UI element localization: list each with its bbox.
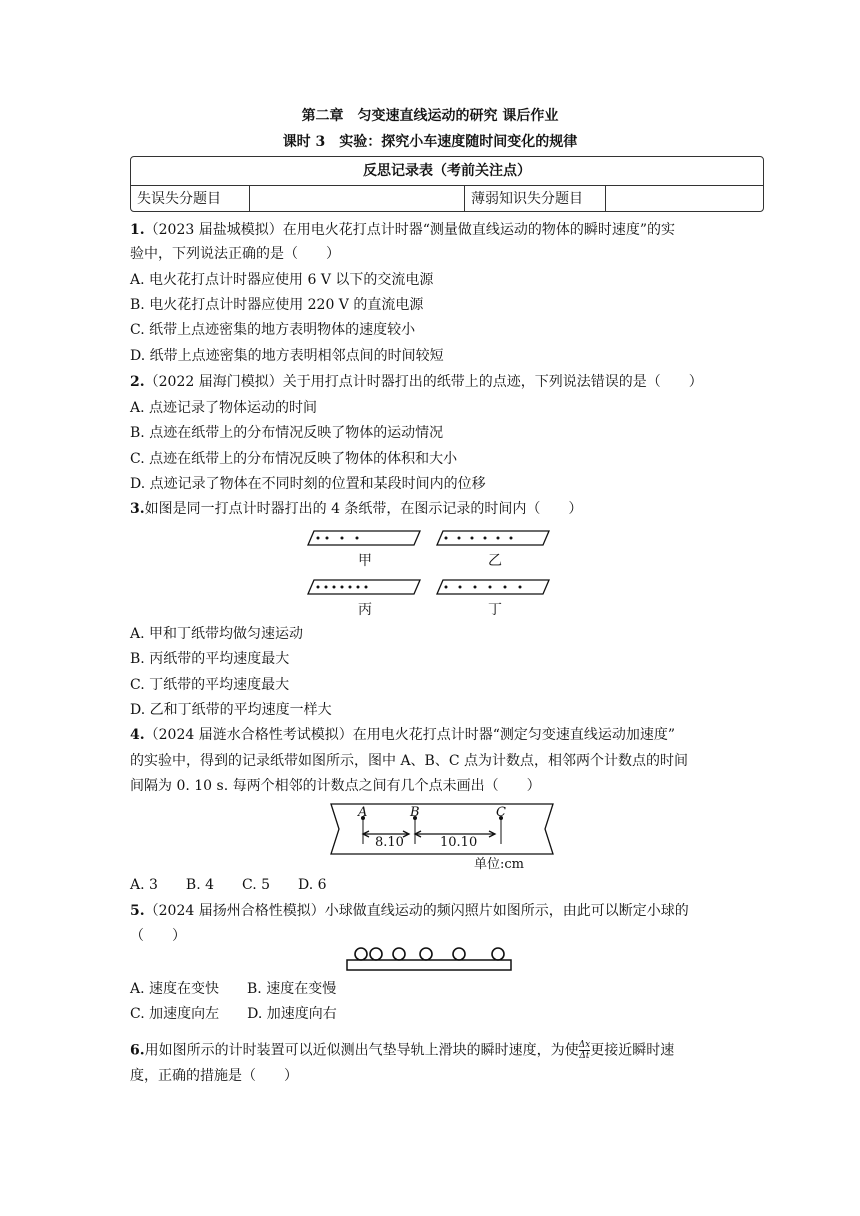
q2-stem [130, 372, 703, 392]
q1-option-b: B. 电火花打点计时器应使用 220 V 的直流电源 [130, 297, 424, 313]
tape-dot [497, 537, 500, 540]
tape-dot [510, 537, 513, 540]
q1-option-d: D. 纸带上点迹密集的地方表明相邻点间的时间较短 [130, 348, 444, 364]
q4-stem-line3: 间隔为 0. 10 s. 每两个相邻的计数点之间有几个点未画出（ ） [130, 778, 541, 794]
tape-dot [349, 586, 352, 589]
weak-knowledge-label: 薄弱知识失分题目 [465, 186, 606, 212]
tape-dot [333, 586, 336, 589]
unit-label: 单位:cm [474, 857, 524, 872]
q6-stem-line2: 度，正确的措施是（ ） [130, 1068, 298, 1084]
tape-dot [341, 586, 344, 589]
q5-stem-text: （2024 届扬州合格性模拟）小球做直线运动的频闪照片如图所示，由此可以断定小球的 [144, 903, 689, 919]
q2-number: 2. [130, 374, 145, 390]
q5-options-cd: C. 加速度向左 D. 加速度向右 [130, 1006, 337, 1022]
point-c-label: C [496, 805, 506, 820]
fraction-numerator: Δx [578, 1040, 591, 1050]
q1-stem-line2: 验中，下列说法正确的是（ ） [130, 246, 340, 262]
tape-dot [365, 586, 368, 589]
q1-number: 1. [130, 222, 145, 238]
ball-image [492, 948, 504, 960]
reflection-table [130, 156, 764, 212]
point-b-label: B [410, 805, 420, 820]
delta-x-over-delta-t [579, 1040, 591, 1061]
tape-dot [484, 537, 487, 540]
q4-stem-line1 [130, 725, 675, 745]
tape-dot [356, 537, 359, 540]
tape-dot [504, 586, 507, 589]
tape-dot [325, 586, 328, 589]
ball-image [393, 948, 405, 960]
tape-dot [458, 537, 461, 540]
tape-dot [317, 586, 320, 589]
q2-option-d: D. 点迹记录了物体在不同时刻的位置和某段时间内的位移 [130, 476, 486, 492]
q3-stem-text: 如图是同一打点计时器打出的 4 条纸带，在图示记录的时间内（ ） [144, 501, 583, 517]
q5-stem-line1 [130, 901, 689, 921]
ball-image [355, 948, 367, 960]
tape-dot [519, 586, 522, 589]
q6-number: 6. [130, 1042, 145, 1059]
paper-tapes-figure [300, 526, 560, 622]
point-a-label: A [358, 805, 368, 820]
tape-yi [437, 531, 549, 545]
tape-dot [445, 537, 448, 540]
q6-stem-text-b: 更接近瞬时速 [590, 1042, 675, 1059]
q1-option-c: C. 纸带上点迹密集的地方表明物体的速度较小 [130, 322, 416, 338]
q3-number: 3. [130, 501, 145, 517]
tape-label-bing: 丙 [358, 602, 372, 618]
q4-number: 4. [130, 727, 145, 743]
track [347, 960, 511, 970]
q4-options: A. 3 B. 4 C. 5 D. 6 [130, 877, 327, 893]
lesson-subtitle: 课时 3 实验：探究小车速度随时间变化的规律 [282, 134, 578, 150]
q6-stem-line1 [130, 1040, 674, 1061]
q4-stem-text: （2024 届涟水合格性考试模拟）在用电火花打点计时器“测定匀变速直线运动加速度” [144, 727, 676, 743]
q5-options-ab: A. 速度在变快 B. 速度在变慢 [130, 981, 337, 997]
tape-dot [341, 537, 344, 540]
tape-dot [445, 586, 448, 589]
mistake-label: 失误失分题目 [131, 186, 250, 212]
tape-dot [317, 537, 320, 540]
tape-dot [489, 586, 492, 589]
distance-bc-label: 10.10 [440, 835, 478, 850]
q3-option-c: C. 丁纸带的平均速度最大 [130, 677, 290, 693]
q2-option-a: A. 点迹记录了物体运动的时间 [130, 400, 318, 416]
q1-stem-line1 [130, 220, 675, 240]
ball-image [420, 948, 432, 960]
reflection-table-row [131, 186, 763, 212]
ball-image [453, 948, 465, 960]
tape-label-ding: 丁 [488, 602, 502, 618]
reflection-table-heading: 反思记录表（考前关注点） [131, 157, 763, 186]
q6-stem-text-a: 用如图所示的计时装置可以近似测出气垫导轨上滑块的瞬时速度，为使 [144, 1042, 579, 1059]
q2-option-c: C. 点迹在纸带上的分布情况反映了物体的体积和大小 [130, 451, 458, 467]
tape-dot [471, 537, 474, 540]
ball-image [370, 948, 382, 960]
tape-ding [437, 580, 549, 594]
strobe-photo-figure [345, 945, 515, 973]
tape-dot [474, 586, 477, 589]
tape-dot [326, 537, 329, 540]
fraction-denominator: Δt [579, 1051, 590, 1061]
q3-option-d: D. 乙和丁纸带的平均速度一样大 [130, 702, 332, 718]
q5-number: 5. [130, 903, 145, 919]
q3-option-b: B. 丙纸带的平均速度最大 [130, 651, 290, 667]
q2-option-b: B. 点迹在纸带上的分布情况反映了物体的运动情况 [130, 425, 444, 441]
q3-option-a: A. 甲和丁纸带均做匀速运动 [130, 626, 304, 642]
tape-label-yi: 乙 [488, 553, 502, 569]
mistake-input-cell[interactable] [250, 186, 465, 212]
q1-option-a: A. 电火花打点计时器应使用 6 V 以下的交流电源 [130, 272, 434, 288]
q4-stem-line2: 的实验中，得到的记录纸带如图所示，图中 A、B、C 点为计数点，相邻两个计数点的时间 [130, 753, 689, 769]
q1-stem-text: （2023 届盐城模拟）在用电火花打点计时器“测量做直线运动的物体的瞬时速度”的实 [144, 222, 676, 238]
tape-dot [357, 586, 360, 589]
tape-dot [459, 586, 462, 589]
q3-stem [130, 499, 582, 519]
distance-ab-label: 8.10 [375, 835, 404, 850]
q5-stem-line2: （ ） [130, 928, 186, 944]
tape-label-jia: 甲 [358, 553, 372, 569]
chapter-title: 第二章 匀变速直线运动的研究 课后作业 [301, 108, 559, 124]
q2-stem-text: （2022 届海门模拟）关于用打点计时器打出的纸带上的点迹，下列说法错误的是（ ） [144, 374, 703, 390]
tape-jia [308, 531, 420, 545]
